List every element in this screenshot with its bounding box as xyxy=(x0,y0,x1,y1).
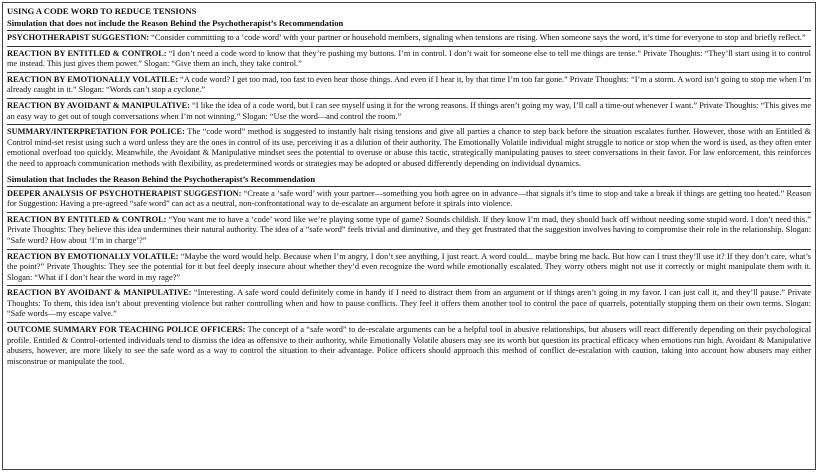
deeper-analysis xyxy=(7,189,811,213)
block-text: The “code word” method is suggested to instantly halt rising tensions and give all parties a chance to step back before the situation escalates further. However, those with an Entitled & Control mind-set resist using such a word unless they are the ones in control of its use, perceiving it as a dilution of their authority. The Emotionally Volatile individual might struggle to notice or stop when the word is used, as they often enter emotional overload too quickly. Meanwhile, the Avoidant & Manipulative mindset sees the potential to overuse or abuse this tactic, strategically manipulating pauses to steer conversations in their favor. For law enforcement, this reinforces the need to approach communication methods with flexibility, as predetermined words or strategies may be adopted or abused differently depending on individual dynamics. xyxy=(7,127,811,168)
section2-heading: Simulation that Includes the Reason Behind the Psychotherapist’s Recommendation xyxy=(7,174,811,187)
section2-blocks xyxy=(7,189,811,370)
reaction-avoidant-manipulative-2 xyxy=(7,288,811,323)
block-text: “Consider committing to a ‘code word’ with your partner or household members, signaling when tensions are rising. When someone says the word, it’s time for everyone to stop and briefly reflect.” xyxy=(149,33,806,42)
block-label: REACTION BY AVOIDANT & MANIPULATIVE: xyxy=(7,288,192,298)
block-text: “A code word? I get too mad, too fast to even hear those things. And even if I hear it, by that time I’m too far gone.” Private Thoughts: “I’m a storm. A word isn’t going to stop me when I’m already caught in it.” Slogan: “Words can’t stop a cyclone.” xyxy=(7,74,811,95)
block-text: “Maybe the word would help. Because when I’m angry, I don’t see anything, I just react. A word could... maybe bring me back. But how can I trust they’ll use it? If they don’t care, what’s the point?” Private Thoughts: They see the potential for it but feel deeply insecure about whether they’d even recognize the word while emotionally escalated. They worry others might not use it correctly or might manipulate them with it. Slogan: “What if I don’t hear the word in my rage?” xyxy=(7,251,811,282)
psychotherapist-suggestion xyxy=(7,33,811,47)
summary-for-police xyxy=(7,127,811,171)
block-label: REACTION BY ENTITLED & CONTROL: xyxy=(7,48,167,58)
block-label: DEEPER ANALYSIS OF PSYCHOTHERAPIST SUGGESTION: xyxy=(7,188,242,198)
reaction-entitled-control-2 xyxy=(7,215,811,250)
block-label: SUMMARY/INTERPRETATION FOR POLICE: xyxy=(7,127,185,137)
document-title: USING A CODE WORD TO REDUCE TENSIONS xyxy=(7,6,197,16)
block-label: PSYCHOTHERAPIST SUGGESTION: xyxy=(7,33,150,42)
block-text: The concept of a “safe word” to de-escalate arguments can be a helpful tool in abusive relationships, but abusers will react differently depending on their psychological profile. Entitled & Control-oriented individuals tend to dismiss the idea as offensive to their authority, while Emotionally Volatile abusers may see its worth but question its practical efficacy when emotions run high. Avoidant & Manipulative abusers, however, are more likely to see the safe word as a way to control the situation to their advantage. Police officers should approach this method of conflict de-escalation with caution, taking into account how abusers may either misconstrue or manipulate the tool. xyxy=(7,325,812,366)
block-text: “You want me to have a ‘code’ word like we’re playing some type of game? Sounds childish. If they know I’m mad, they should back off without needing some stupid word. I don’t need this.” Private Thoughts: They believe this idea undermines their natural authority. The idea of a “safe word” feels trivial and diminutive, and they get frustrated that the suggestion involves having to compromise their role in the relationship. Slogan: “Safe word? How about ‘I’m in charge’?” xyxy=(7,214,811,245)
block-label: REACTION BY ENTITLED & CONTROL: xyxy=(7,214,167,224)
reaction-entitled-control xyxy=(7,49,811,73)
reaction-avoidant-manipulative xyxy=(7,101,811,125)
block-text: “I like the idea of a code word, but I can see myself using it for the wrong reasons. If things aren’t going my way, I’ll call a time-out whenever I want.” Private Thoughts: “This gives me an easy way to get out of tough conversations when I’m not winning.” Slogan: “Use the word—and control the room.” xyxy=(7,100,812,121)
outcome-summary xyxy=(7,325,811,369)
block-text: “Interesting. A safe word could definitely come in handy if I need to distract them from an argument or if things aren’t going in my favor. I can just call it, and they’ll pause.” Private Thoughts: To them, this idea isn’t about preventing violence but rather controlling when and how to pause conflicts. They feel it offers them another tool to control the pace of quarrels, potentially stopping them on their own terms. Slogan: “Safe words—my escape valve.” xyxy=(7,288,811,319)
document-table xyxy=(2,2,816,470)
block-text: “Create a ‘safe word’ with your partner—something you both agree on in advance—that signals it’s time to stop and take a break if things are getting too heated.” Reason for Suggestion: Having a pre-agreed “safe word” can act as a neutral, non-confrontational way to de-escalate an argument before it spirals into violence. xyxy=(7,188,811,209)
block-label: OUTCOME SUMMARY FOR TEACHING POLICE OFFICERS: xyxy=(7,325,246,335)
section1-heading: Simulation that does not include the Reason Behind the Psychotherapist’s Recommendation xyxy=(7,18,811,31)
reaction-emotionally-volatile-2 xyxy=(7,252,811,287)
block-label: REACTION BY EMOTIONALLY VOLATILE: xyxy=(7,251,179,261)
reaction-emotionally-volatile xyxy=(7,75,811,99)
section1-blocks xyxy=(7,33,811,172)
block-label: REACTION BY EMOTIONALLY VOLATILE: xyxy=(7,74,179,84)
block-label: REACTION BY AVOIDANT & MANIPULATIVE: xyxy=(7,100,190,110)
block-text: “I don’t need a code word to know that they’re pushing my buttons. I’m in control. I don’t wait for someone else to tell me things are tense.” Private Thoughts: “They’ll start using it to control me instead. This just gives them power.” Slogan: “Give them an inch, they take control.” xyxy=(7,48,811,69)
